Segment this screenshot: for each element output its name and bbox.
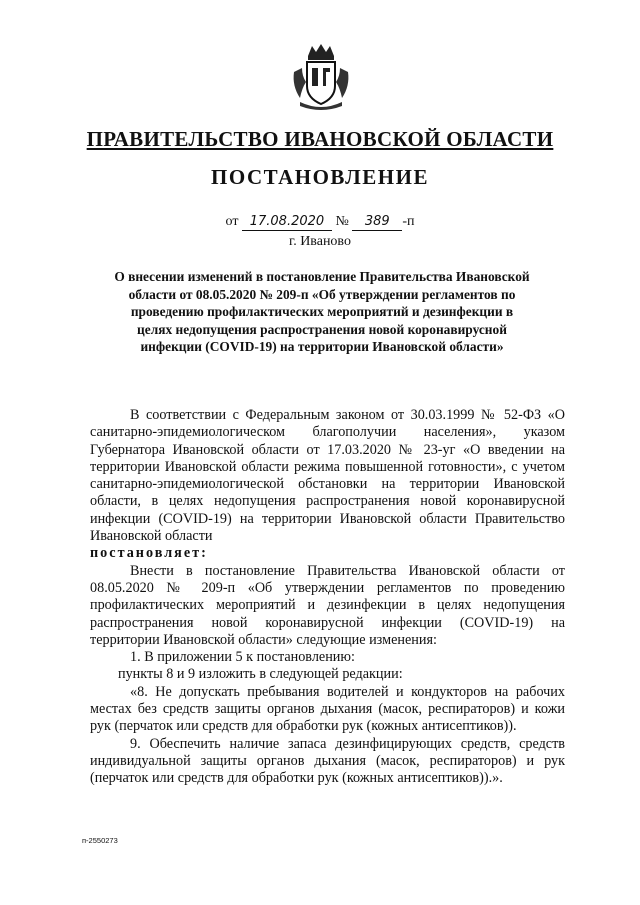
resolves-word: постановляет: [90, 545, 208, 562]
government-title: ПРАВИТЕЛЬСТВО ИВАНОВСКОЙ ОБЛАСТИ [86, 127, 554, 151]
city: г. Иваново [289, 234, 351, 249]
handwritten-date: 17.08.2020 [242, 214, 332, 231]
handwritten-number: 389 [352, 214, 402, 231]
point-9: 9. Обеспечить наличие запаса дезинфицирующих средств, средств индивидуальной защиты органов дыхания (масок, респираторов) и рук (перчаток или средств для обработки рук (кожных антисептиков)).». [90, 735, 565, 787]
number-suffix: -п [402, 214, 415, 229]
document-code: п-2550273 [82, 836, 118, 845]
paragraph-amend: Внести в постановление Правительства Ивановской области от 08.05.2020 № 209-п «Об утверждении регламентов по проведению профилактических мероприятий и дезинфекции в целях недопущения распространения новой коронавирусной инфекции (COVID-19) на территории Ивановской области» следующие изменения: [90, 562, 565, 648]
item-1-sub: пункты 8 и 9 изложить в следующей редакции: [118, 666, 403, 683]
date-number-line [0, 214, 640, 231]
item-1: 1. В приложении 5 к постановлению: [130, 649, 355, 666]
number-prefix: № [335, 214, 349, 229]
document-body [90, 407, 565, 788]
coat-of-arms-emblem [290, 42, 352, 110]
document-type: ПОСТАНОВЛЕНИЕ [211, 165, 429, 189]
date-prefix: от [225, 214, 239, 229]
point-8: «8. Не допускать пребывания водителей и кондукторов на рабочих местах без средств защиты органов дыхания (масок, респираторов) и кожи рук (перчаток или средств для обработки рук (кожных антисептиков)). [90, 683, 565, 735]
document-subject: О внесении изменений в постановление Правительства Ивановской области от 08.05.2020 № 209-п «Об утверждении регламентов по проведению профилактических мероприятий и дезинфекции в целях недопущения распространения новой коронавирусной инфекции (COVID-19) на территории Ивановской области» [114, 269, 530, 354]
preamble-paragraph: В соответствии с Федеральным законом от 30.03.1999 № 52-ФЗ «О санитарно-эпидемиологическом благополучии населения», указом Губернатора Ивановской области от 17.03.2020 № 23-уг «О введении на территории Ивановской области режима повышенной готовности», с учетом санитарно-эпидемиологической обстановки на территории Ивановской области, в целях недопущения распространения новой коронавирусной инфекции (COVID-19) на территории Ивановской области Правительство Ивановской области [90, 407, 565, 545]
